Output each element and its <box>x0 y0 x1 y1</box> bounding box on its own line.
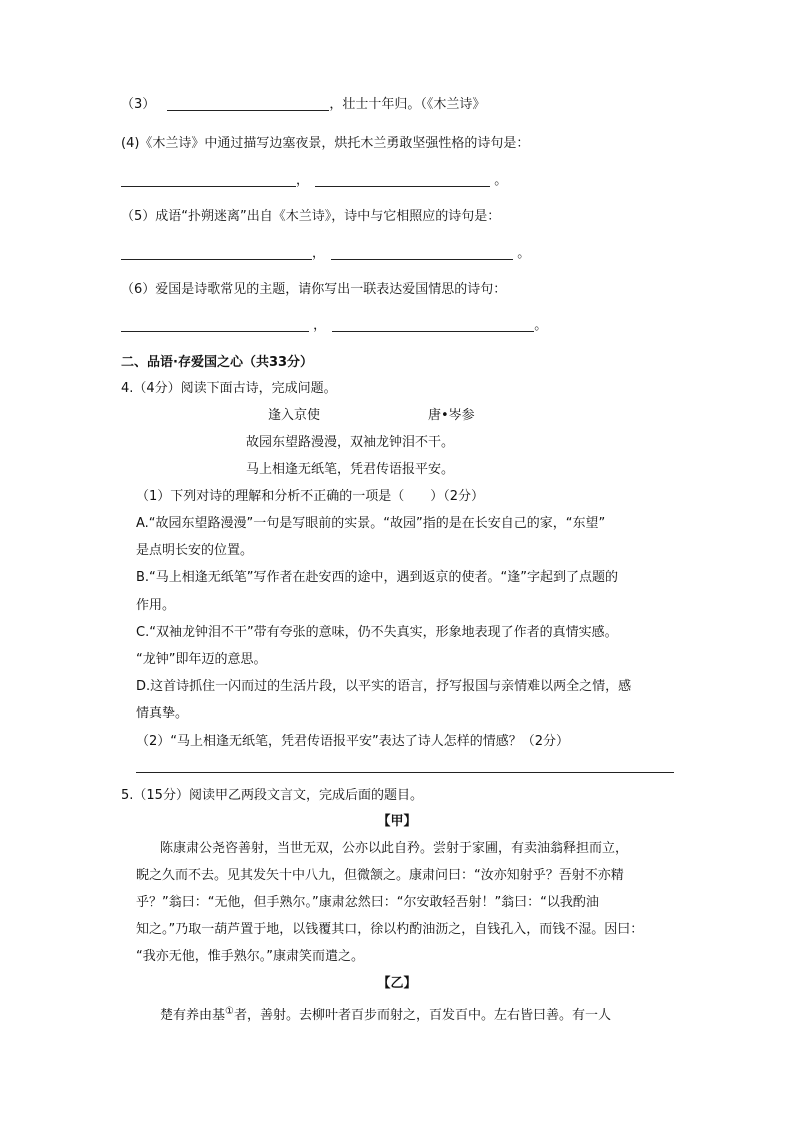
section-heading: 二、品语·存爱国之心（共33分） <box>121 355 314 370</box>
option-c-line-2: “龙钟”即年迈的意思。 <box>136 652 267 667</box>
option-c-line-1: C.“双袖龙钟泪不干”带有夸张的意味，仍不失真实，形象地表现了作者的真情实感。 <box>136 625 618 640</box>
q6-prompt: （6）爱国是诗歌常见的主题，请你写出一联表达爱国情思的诗句： <box>121 282 507 297</box>
option-b-line-1: B.“马上相逢无纸笔”写作者在赴安西的途中，遇到返京的使者。“逢”字起到了点题的 <box>136 570 618 585</box>
q4-sub1: （1）下列对诗的理解和分析不正确的一项是（ ）（2分） <box>136 489 485 504</box>
q5-prompt: （5）成语“扑朔迷离”出自《木兰诗》，诗中与它相照应的诗句是： <box>121 209 501 224</box>
poem-title: 逢入京使 <box>268 408 321 423</box>
q4-stem: 4.（4分）阅读下面古诗，完成问题。 <box>121 381 337 396</box>
q5-blank-1[interactable] <box>121 245 312 260</box>
q4-prompt: (4)《木兰诗》中通过描写边塞夜景，烘托木兰勇敢坚强性格的诗句是： <box>121 136 530 151</box>
jia-label: 【甲】 <box>377 814 417 829</box>
q4-blank-2[interactable] <box>315 172 490 187</box>
q5-blank-2[interactable] <box>331 245 513 260</box>
poem-line-2: 马上相逢无纸笔，凭君传语报平安。 <box>246 462 455 477</box>
q3-tail: ，壮士十年归。（《木兰诗》 <box>329 97 486 112</box>
q6-blanks <box>121 317 547 335</box>
poem-line-1: 故园东望路漫漫，双袖龙钟泪不干。 <box>246 435 455 450</box>
answer-line[interactable] <box>136 772 674 773</box>
q6-comma: ， <box>313 318 327 333</box>
q4-blank-1[interactable] <box>121 172 296 187</box>
jia-line-5: “我亦无他，惟手熟尔。”康肃笑而遣之。 <box>136 949 364 964</box>
yi-text-end: 者，善射。去柳叶者百步而射之，百发百中。左右皆曰善。有一人 <box>233 1008 611 1023</box>
q5-comma: ， <box>312 246 326 261</box>
yi-line-1 <box>160 1003 611 1025</box>
jia-line-4: 知之。”乃取一葫芦置于地，以钱覆其口，徐以杓酌油沥之，自钱孔入，而钱不湿。因曰： <box>136 922 644 937</box>
q5-blanks <box>121 245 530 263</box>
q6-period: 。 <box>534 318 548 333</box>
option-a-line-1: A.“故园东望路漫漫”一句是写眼前的实景。“故园”指的是在长安自己的家，“东望” <box>136 516 606 531</box>
poem-author: 唐•岑参 <box>428 408 475 423</box>
q3-blank[interactable] <box>167 96 329 111</box>
q4-sub2: （2）“马上相逢无纸笔，凭君传语报平安”表达了诗人怎样的情感？（2分） <box>136 734 570 749</box>
q5-period: 。 <box>517 246 531 261</box>
yi-label: 【乙】 <box>377 976 417 991</box>
option-d-line-1: D.这首诗抓住一闪而过的生活片段，以平实的语言，抒写报国与亲情难以两全之情，感 <box>136 679 632 694</box>
q3-line <box>121 96 485 114</box>
yi-text-start: 楚有养由基 <box>160 1008 226 1023</box>
q6-blank-1[interactable] <box>121 317 309 332</box>
q4-blanks <box>121 172 507 190</box>
jia-line-1: 陈康肃公尧咨善射，当世无双，公亦以此自矜。尝射于家圃，有卖油翁释担而立， <box>160 841 629 856</box>
q4-period: 。 <box>494 173 508 188</box>
option-a-line-2: 是点明长安的位置。 <box>136 543 254 558</box>
option-d-line-2: 情真挚。 <box>136 706 189 721</box>
q6-blank-2[interactable] <box>332 317 534 332</box>
q3-number: （3） <box>121 97 156 112</box>
jia-line-2: 睨之久而不去。见其发矢十中八九，但微颔之。康肃问曰：“汝亦知射乎？吾射不亦精 <box>136 868 624 883</box>
option-b-line-2: 作用。 <box>136 598 176 613</box>
jia-line-3: 乎？”翁曰：“无他，但手熟尔。”康肃忿然曰：“尔安敢轻吾射！”翁曰：“以我酌油 <box>136 895 599 910</box>
footnote-marker: ① <box>225 1006 234 1017</box>
q4-comma: ， <box>296 173 310 188</box>
q5-stem: 5.（15分）阅读甲乙两段文言文，完成后面的题目。 <box>121 788 423 803</box>
